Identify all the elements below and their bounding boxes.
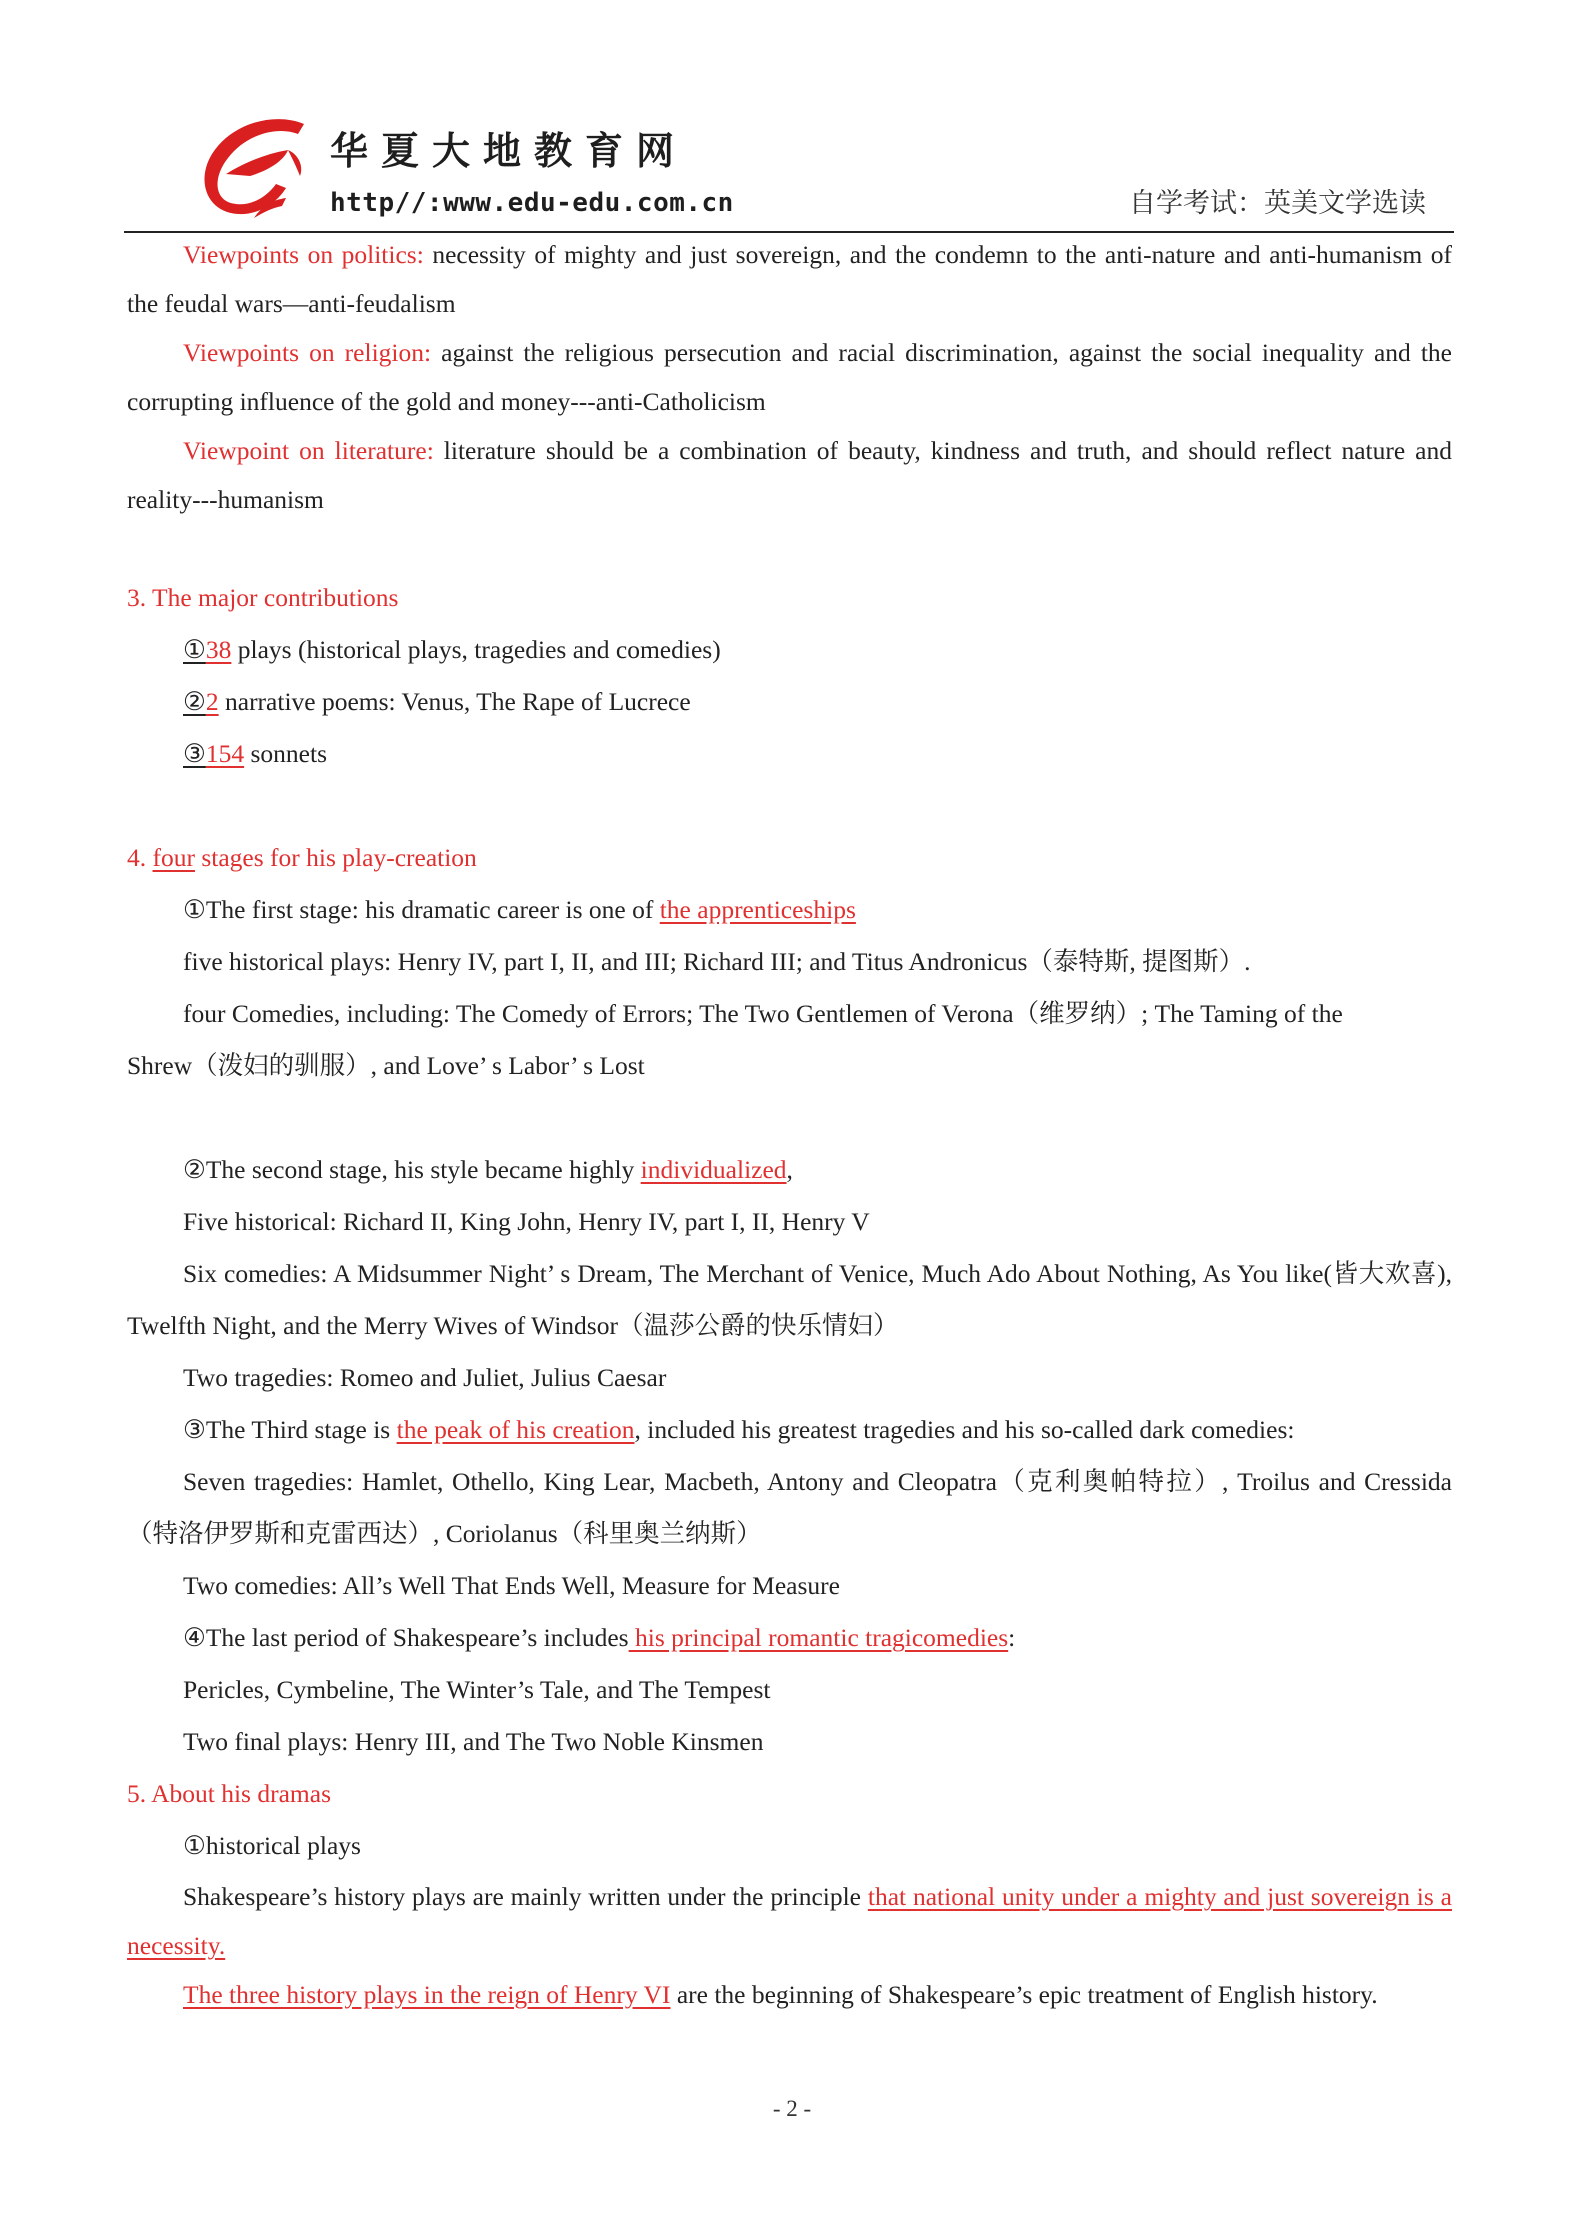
stage-one-historical: five historical plays: Henry IV, part I, II, and III; Richard III; and Titus Andronicus（泰特斯, 提图斯）.: [183, 947, 1251, 976]
spacer: [127, 524, 1452, 572]
stage-one-comedies-cont: Shrew（泼妇的驯服）, and Love’ s Labor’ s Lost: [127, 1051, 645, 1080]
stage-four-intro-text: ④The last period of Shakespeare’s includes: [183, 1623, 629, 1652]
contribution-number: 2: [205, 687, 219, 716]
dramas-principle-text: Shakespeare’s history plays are mainly written under the principle: [183, 1882, 868, 1911]
contribution-number: 38: [205, 635, 232, 664]
viewpoint-literature: [127, 426, 1452, 524]
stage-two-intro-text: ②The second stage, his style became highly: [183, 1155, 641, 1184]
contribution-marker: ②: [183, 687, 206, 716]
document-body: [127, 230, 1452, 2019]
stage-one-intro: [127, 884, 1452, 936]
stages-heading-prefix: 4.: [127, 843, 153, 872]
contribution-item: [127, 676, 1452, 728]
viewpoint-religion-label: Viewpoints on religion:: [183, 338, 432, 367]
stage-three-intro-text: ③The Third stage is: [183, 1415, 397, 1444]
stage-one-comedies: four Comedies, including: The Comedy of Errors; The Two Gentlemen of Verona（维罗纳）; The Taming of the: [183, 999, 1343, 1028]
spacer: [127, 1092, 1452, 1144]
stage-three-tragedies: Seven tragedies: Hamlet, Othello, King Lear, Macbeth, Antony and Cleopatra（克利奥帕特拉）, Troilus and Cressida（特洛伊罗斯和克雷西达）, Coriolanus（科里奥兰纳斯）: [127, 1467, 1452, 1548]
contribution-number: 154: [205, 739, 245, 768]
stage-two-intro: [127, 1144, 1452, 1196]
contribution-text: narrative poems: Venus, The Rape of Lucrece: [218, 687, 691, 716]
edu-logo-icon: [192, 114, 316, 220]
viewpoint-politics-text: necessity of mighty and just sovereign, and the condemn to the anti-nature and anti-humanism of the feudal wars—anti-feudalism: [127, 240, 1452, 318]
viewpoint-religion-text: against the religious persecution and racial discrimination, against the social inequality and the corrupting influence of the gold and money---anti-Catholicism: [127, 338, 1452, 416]
dramas-principle: [127, 1872, 1452, 1970]
dramas-subheading: ①historical plays: [183, 1831, 361, 1860]
stage-four-intro: [127, 1612, 1452, 1664]
viewpoint-religion: [127, 328, 1452, 426]
site-title: 华夏大地教育网: [330, 129, 688, 173]
stage-four-final: Two final plays: Henry III, and The Two Noble Kinsmen: [183, 1727, 764, 1756]
dramas-henry-text: are the beginning of Shakespeare’s epic treatment of English history.: [670, 1980, 1378, 2009]
stage-two-historical: Five historical: Richard II, King John, Henry IV, part I, II, Henry V: [183, 1207, 870, 1236]
viewpoint-politics-label: Viewpoints on politics:: [183, 240, 424, 269]
viewpoint-politics: [127, 230, 1452, 328]
dramas-principle-highlight: that national unity under a mighty and just sovereign is a necessity.: [127, 1882, 1452, 1960]
section-heading-dramas: 5. About his dramas: [127, 1779, 331, 1808]
stages-heading-suffix: stages for his play-creation: [194, 843, 477, 872]
header-subject: 自学考试：英美文学选读: [1129, 188, 1426, 218]
page-number: - 2 -: [772, 2096, 812, 2121]
viewpoint-literature-text: literature should be a combination of beauty, kindness and truth, and should reflect nature and reality---humanism: [127, 436, 1452, 514]
site-url: http//:www.edu-edu.com.cn: [330, 188, 734, 218]
stage-two-comedies: Six comedies: A Midsummer Night’ s Dream, The Merchant of Venice, Much Ado About Nothing, As You like(皆大欢喜), Twelfth Night, and the Merry Wives of Windsor（温莎公爵的快乐情妇）: [127, 1259, 1452, 1340]
contribution-text: sonnets: [244, 739, 327, 768]
section-heading-stages: [127, 832, 1452, 884]
stage-two-highlight: individualized: [640, 1155, 787, 1184]
spacer: [127, 780, 1452, 832]
stage-three-highlight: the peak of his creation: [396, 1415, 635, 1444]
stage-three-after: , included his greatest tragedies and his so-called dark comedies:: [634, 1415, 1295, 1444]
contribution-marker: ③: [183, 739, 206, 768]
section-heading-contributions: 3. The major contributions: [127, 583, 399, 612]
stage-two-tragedies: Two tragedies: Romeo and Juliet, Julius Caesar: [183, 1363, 667, 1392]
stage-three-comedies: Two comedies: All’s Well That Ends Well, Measure for Measure: [183, 1571, 840, 1600]
stage-two-after: ,: [786, 1155, 793, 1184]
stage-one-highlight: the apprenticeships: [659, 895, 856, 924]
stage-three-intro: [127, 1404, 1452, 1456]
stage-one-intro-text: ①The first stage: his dramatic career is one of: [183, 895, 660, 924]
stage-four-plays: Pericles, Cymbeline, The Winter’s Tale, and The Tempest: [183, 1675, 771, 1704]
dramas-henry-highlight: The three history plays in the reign of Henry VI: [183, 1980, 671, 2009]
viewpoint-literature-label: Viewpoint on literature:: [183, 436, 434, 465]
contribution-item: [127, 728, 1452, 780]
contribution-marker: ①: [183, 635, 206, 664]
stage-four-after: :: [1008, 1623, 1016, 1652]
stage-four-highlight: his principal romantic tragicomedies: [628, 1623, 1009, 1652]
contribution-text: plays (historical plays, tragedies and comedies): [231, 635, 721, 664]
dramas-henry: [127, 1970, 1452, 2019]
contribution-item: [127, 624, 1452, 676]
stages-heading-underlined: four: [152, 843, 195, 872]
